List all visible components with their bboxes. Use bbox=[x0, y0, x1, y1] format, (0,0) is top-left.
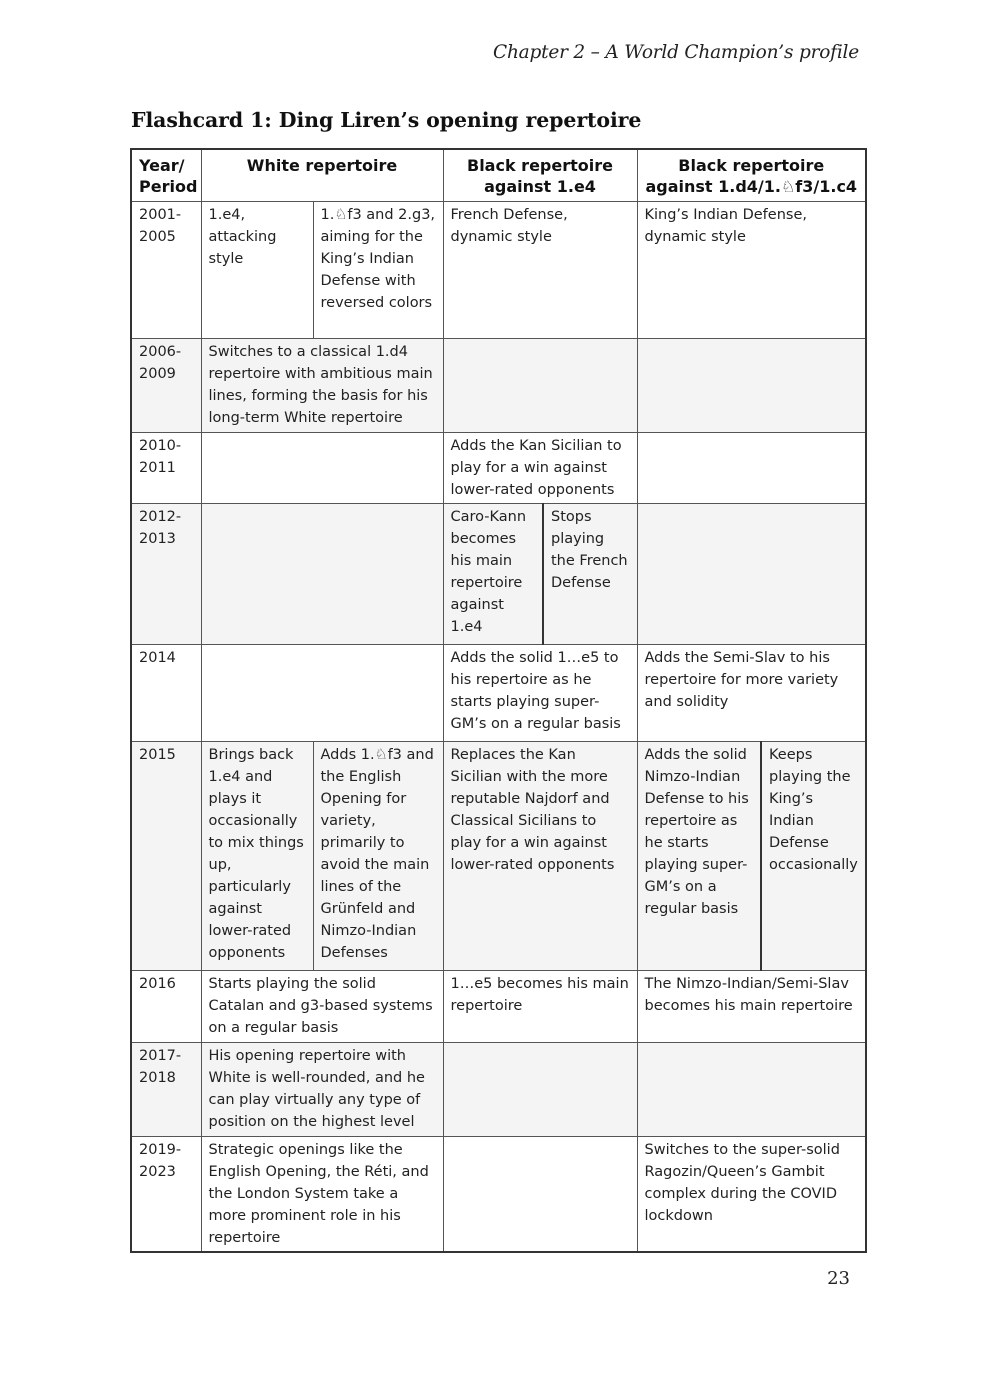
table-row bbox=[131, 201, 866, 338]
black-e4-cell: Stops playing the French Defense bbox=[543, 503, 637, 644]
black-d4-cell: Adds the solid Nimzo-Indian Defense to his repertoire as he starts playing super-GM’s on a regular basis bbox=[637, 741, 761, 970]
table-row bbox=[131, 644, 866, 741]
white-cell bbox=[201, 503, 443, 644]
black-e4-cell bbox=[443, 1136, 637, 1252]
white-cell: 1.e4, attacking style bbox=[201, 201, 313, 338]
black-d4-cell bbox=[637, 432, 866, 503]
table-row bbox=[131, 741, 866, 970]
black-e4-cell bbox=[443, 1042, 637, 1136]
period-cell: 2012-2013 bbox=[131, 503, 201, 644]
white-cell bbox=[201, 644, 443, 741]
header-year: Year/ Period bbox=[131, 149, 201, 201]
period-cell: 2015 bbox=[131, 741, 201, 970]
header-row bbox=[131, 149, 866, 201]
white-cell: Brings back 1.e4 and plays it occasionally to mix things up, particularly against lower-rated opponents bbox=[201, 741, 313, 970]
black-e4-cell bbox=[443, 338, 637, 432]
black-d4-cell: King’s Indian Defense, dynamic style bbox=[637, 201, 866, 338]
period-cell: 2014 bbox=[131, 644, 201, 741]
black-d4-cell bbox=[637, 503, 866, 644]
white-cell bbox=[201, 432, 443, 503]
black-d4-cell: The Nimzo-Indian/Semi-Slav becomes his main repertoire bbox=[637, 970, 866, 1042]
period-cell: 2019-2023 bbox=[131, 1136, 201, 1252]
period-cell: 2016 bbox=[131, 970, 201, 1042]
header-black-d4: Black repertoire against 1.d4/1.♘f3/1.c4 bbox=[637, 149, 866, 201]
table-row bbox=[131, 970, 866, 1042]
running-head: Chapter 2 – A World Champion’s profile bbox=[492, 42, 859, 63]
black-e4-cell: Replaces the Kan Sicilian with the more reputable Najdorf and Classical Sicilians to play for a win against lower-rated opponents bbox=[443, 741, 637, 970]
black-e4-cell: Caro-Kann becomes his main repertoire against 1.e4 bbox=[443, 503, 543, 644]
black-e4-cell: 1…e5 becomes his main repertoire bbox=[443, 970, 637, 1042]
black-d4-cell bbox=[637, 338, 866, 432]
black-d4-cell: Switches to the super-solid Ragozin/Queen’s Gambit complex during the COVID lockdown bbox=[637, 1136, 866, 1252]
period-cell: 2010-2011 bbox=[131, 432, 201, 503]
header-black-e4: Black repertoire against 1.e4 bbox=[443, 149, 637, 201]
black-d4-cell bbox=[637, 1042, 866, 1136]
white-cell: His opening repertoire with White is well-rounded, and he can play virtually any type of position on the highest level bbox=[201, 1042, 443, 1136]
white-cell: Adds 1.♘f3 and the English Opening for variety, primarily to avoid the main lines of the Grünfeld and Nimzo-Indian Defenses bbox=[313, 741, 443, 970]
white-cell: Switches to a classical 1.d4 repertoire with ambitious main lines, forming the basis for his long-term White repertoire bbox=[201, 338, 443, 432]
table-row bbox=[131, 503, 866, 644]
white-cell: Strategic openings like the English Opening, the Réti, and the London System take a more prominent role in his repertoire bbox=[201, 1136, 443, 1252]
table-row bbox=[131, 1136, 866, 1252]
black-d4-cell: Keeps playing the King’s Indian Defense occasionally bbox=[761, 741, 866, 970]
white-cell: Starts playing the solid Catalan and g3-based systems on a regular basis bbox=[201, 970, 443, 1042]
table-row bbox=[131, 338, 866, 432]
flashcard-title: Flashcard 1: Ding Liren’s opening repertoire bbox=[131, 108, 642, 132]
period-cell: 2001-2005 bbox=[131, 201, 201, 338]
black-e4-cell: French Defense, dynamic style bbox=[443, 201, 637, 338]
black-d4-cell: Adds the Semi-Slav to his repertoire for more variety and solidity bbox=[637, 644, 866, 741]
repertoire-table bbox=[130, 148, 867, 1253]
black-e4-cell: Adds the Kan Sicilian to play for a win against lower-rated opponents bbox=[443, 432, 637, 503]
white-cell: 1.♘f3 and 2.g3, aiming for the King’s Indian Defense with reversed colors bbox=[313, 201, 443, 338]
header-white: White repertoire bbox=[201, 149, 443, 201]
table-row bbox=[131, 1042, 866, 1136]
period-cell: 2006-2009 bbox=[131, 338, 201, 432]
page-number: 23 bbox=[827, 1268, 850, 1289]
black-e4-cell: Adds the solid 1…e5 to his repertoire as he starts playing super-GM’s on a regular basis bbox=[443, 644, 637, 741]
table-row bbox=[131, 432, 866, 503]
period-cell: 2017-2018 bbox=[131, 1042, 201, 1136]
